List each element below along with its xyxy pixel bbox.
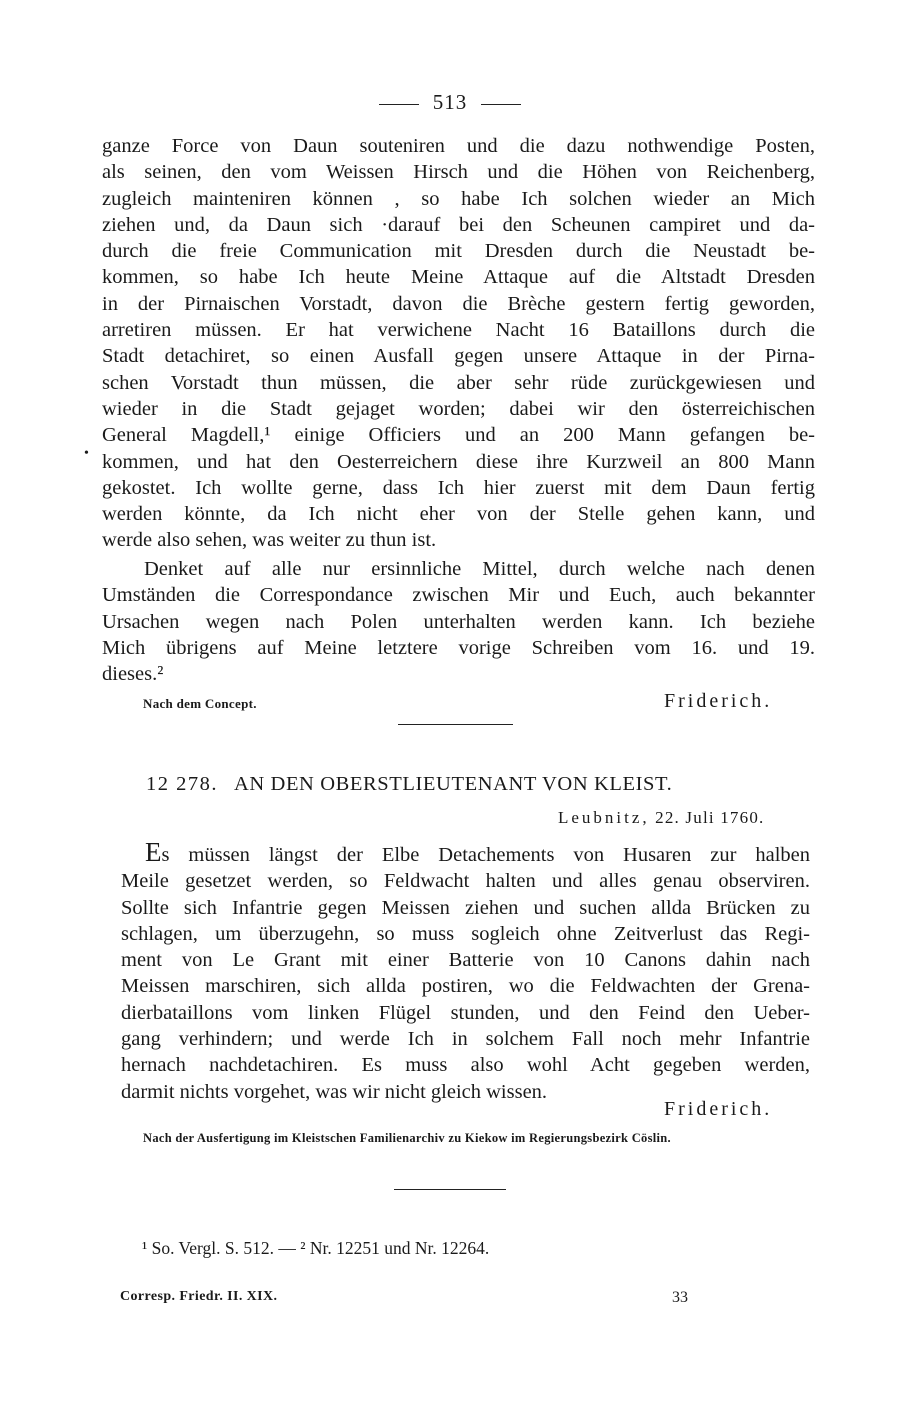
text-line: Denket auf alle nur ersinnliche Mittel, durch welche nach denen [144,558,815,580]
text-line: Meissen marschiren, sich allda postiren, wo die Feldwachten der Grena- [121,975,810,998]
text-line: arretiren müssen. Er hat verwichene Nacht 16 Bataillons durch die [102,319,815,342]
footnotes: ¹ So. Vergl. S. 512. — ² Nr. 12251 und Nr. 12264. [142,1238,490,1258]
text-line: kommen, so habe Ich heute Meine Attaque auf die Altstadt Dresden [102,266,815,289]
text-line: kommen, und hat den Oesterreichern diese ihre Kurzweil an 800 Mann [102,450,815,473]
text-line: ziehen und, da Daun sich ·darauf bei den Scheunen campiret und da- [102,213,815,236]
text-line: darmit nichts vorgehet, was wir nicht gleich wissen. [121,1080,548,1103]
text-line: Mich übrigens auf Meine letztere vorige Schreiben vom 16. und 19. [102,636,815,659]
footer-signature-mark: Corresp. Friedr. II. XIX. [120,1289,278,1304]
letter-number: 12 278. [146,773,218,795]
letter-title: AN DEN OBERSTLIEUTENANT VON KLEIST. [234,773,673,795]
drop-cap: E [145,837,162,867]
footer-sheet-number: 33 [672,1289,688,1306]
page-number-dash-left [379,104,419,105]
letter2-heading [146,773,672,796]
text-line: Ursachen wegen nach Polen unterhalten werden kann. Ich beziehe [102,610,815,633]
letter1-source-note: Nach dem Concept. [143,696,257,711]
letter1-signature: Friderich. [664,690,773,712]
dateline-date: 22. Juli 1760. [655,808,765,827]
text-line: Umständen die Correspondance zwischen Mir und Euch, auch bekannter [102,584,815,607]
letter2-source-note: Nach der Ausfertigung im Kleistschen Familienarchiv zu Kiekow im Regierungsbezirk Cöslin. [143,1131,671,1145]
page-number [0,90,900,115]
text-line: werde also sehen, was weiter zu thun ist. [102,529,437,552]
text-line: General Magdell,¹ einige Officiers und an 200 Mann gefangen be- [102,424,815,447]
letter1-paragraph-1 [102,133,815,554]
dateline-place: Leubnitz, [558,808,650,827]
margin-mark: • [84,446,89,461]
text-line: in der Pirnaischen Vorstadt, davon die Brèche gestern fertig geworden, [102,292,815,315]
letter1-paragraph-2 [102,556,815,687]
text-line: ganze Force von Daun souteniren und die dazu nothwendige Posten, [102,135,815,157]
text-line: als seinen, den vom Weissen Hirsch und die Höhen von Reichenberg, [102,161,815,184]
text-line: gekostet. Ich wollte gerne, dass Ich hier zuerst mit dem Daun fertig [102,476,815,499]
text-line: gang verhindern; und werde Ich in solchem Fall noch mehr Infantrie [121,1028,810,1051]
text-line: Meile gesetzet werden, so Feldwacht halten und alles genau observiren. [121,870,810,893]
text-line: schlagen, um überzugehn, so muss sogleich ohne Zeitverlust das Regi- [121,922,810,945]
text-line [145,839,810,868]
text-line: dierbataillons vom linken Flügel stunden, und den Feind den Ueber- [121,1001,810,1024]
text-line: ment von Le Grant mit einer Batterie von 10 Canons dahin nach [121,949,810,972]
section-divider [398,724,513,725]
text-line: schen Vorstadt thun müssen, die aber sehr rüde zurückgewiesen und [102,371,815,394]
text-line: Stadt detachiret, so einen Ausfall gegen unsere Attaque in der Pirna- [102,345,815,368]
text-line: zugleich mainteniren können , so habe Ich solchen wieder an Mich [102,187,815,210]
footnote-divider [394,1189,506,1190]
letter2-dateline [558,808,765,828]
text-line: dieses.² [102,663,164,686]
text-line-content: s müssen längst der Elbe Detachements von Husaren zur halben [161,844,810,866]
text-line: wieder in die Stadt gejaget worden; dabei wir den österreichischen [102,397,815,420]
letter2-signature: Friderich. [664,1098,773,1120]
text-line: werden könnte, da Ich nicht eher von der Stelle gehen kann, und [102,503,815,526]
letter2-body [121,837,810,1105]
page-number-dash-right [481,104,521,105]
text-line: hernach nachdetachiren. Es muss also wohl Acht gegeben werden, [121,1054,810,1077]
text-line: Sollte sich Infantrie gegen Meissen ziehen und suchen allda Brücken zu [121,896,810,919]
page-number-text: 513 [432,90,468,114]
text-line: durch die freie Communication mit Dresden durch die Neustadt be- [102,240,815,263]
